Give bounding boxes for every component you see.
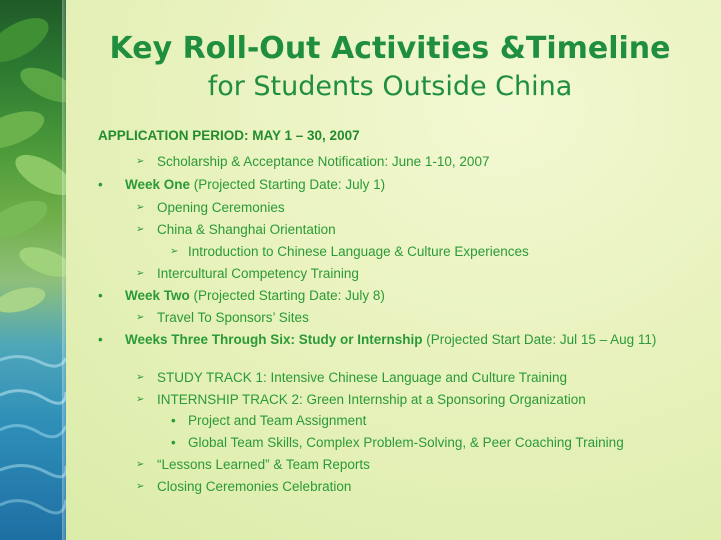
arrow-bullet-icon: ➢ — [136, 312, 145, 323]
list-item-bold: Week One — [125, 177, 191, 192]
list-item-text: STUDY TRACK 1: Intensive Chinese Language and Culture Training — [157, 370, 567, 385]
list-item-text: (Projected Starting Date: July 1) — [190, 177, 386, 192]
list-item-text: Project and Team Assignment — [188, 413, 367, 428]
arrow-bullet-icon: ➢ — [136, 394, 145, 405]
arrow-bullet-icon: ➢ — [136, 202, 145, 213]
list-item-text: (Projected Starting Date: July 8) — [189, 288, 385, 303]
list-item-text: Intercultural Competency Training — [157, 266, 359, 281]
bullet-icon: • — [98, 288, 103, 303]
title-block — [80, 30, 700, 104]
list-item-text: Closing Ceremonies Celebration — [157, 479, 352, 494]
arrow-bullet-icon: ➢ — [170, 246, 179, 257]
list-item-bold: Weeks Three Through Six: Study or Internship — [125, 332, 423, 347]
arrow-bullet-icon: ➢ — [136, 224, 145, 235]
arrow-bullet-icon: ➢ — [136, 372, 145, 383]
leaf-water-image — [0, 0, 66, 540]
arrow-bullet-icon: ➢ — [136, 459, 145, 470]
list-item-text: (Projected Start Date: Jul 15 – Aug 11) — [422, 332, 657, 347]
strip-edge — [62, 0, 66, 540]
bullet-icon: • — [171, 435, 176, 450]
arrow-bullet-icon: ➢ — [136, 268, 145, 279]
arrow-bullet-icon: ➢ — [136, 481, 145, 492]
list-item-bold: Week Two — [125, 288, 190, 303]
list-item-text: INTERNSHIP TRACK 2: Green Internship at a Sponsoring Organization — [157, 392, 586, 407]
application-period-heading: APPLICATION PERIOD: MAY 1 – 30, 2007 — [98, 128, 360, 143]
bullet-icon: • — [171, 413, 176, 428]
list-item-text: Opening Ceremonies — [157, 200, 285, 215]
list-item-text: Travel To Sponsors’ Sites — [157, 310, 309, 325]
list-item-text: China & Shanghai Orientation — [157, 222, 336, 237]
slide-title: Key Roll-Out Activities &Timeline — [109, 31, 671, 66]
list-item-text: Introduction to Chinese Language & Culture Experiences — [188, 244, 529, 259]
leaves-illustration — [0, 0, 66, 540]
list-item-text: “Lessons Learned” & Team Reports — [157, 457, 370, 472]
list-item-text: Global Team Skills, Complex Problem-Solving, & Peer Coaching Training — [188, 435, 624, 450]
bullet-icon: • — [98, 177, 103, 192]
arrow-bullet-icon: ➢ — [136, 156, 145, 167]
bullet-icon: • — [98, 332, 103, 347]
list-item-text: Scholarship & Acceptance Notification: June 1-10, 2007 — [157, 154, 490, 169]
slide-subtitle: for Students Outside China — [207, 71, 573, 102]
